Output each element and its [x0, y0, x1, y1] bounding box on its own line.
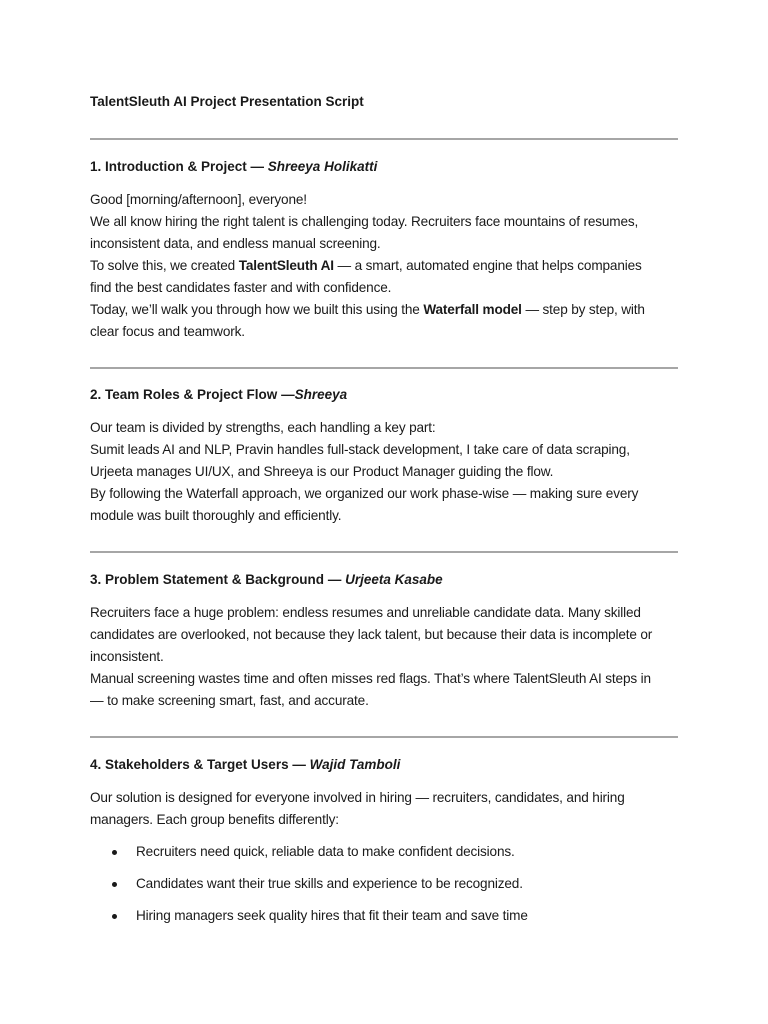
- speaker-name: Urjeeta Kasabe: [345, 572, 443, 587]
- section-heading-text: 4. Stakeholders & Target Users: [90, 757, 289, 772]
- heading-separator: —: [288, 757, 310, 772]
- body-line: inconsistent data, and endless manual screening.: [90, 236, 381, 251]
- body-line: Manual screening wastes time and often misses red flags. That’s where TalentSleuth AI steps in: [90, 671, 651, 686]
- list-item: [112, 873, 672, 905]
- section-divider: [90, 138, 678, 140]
- section-heading: [90, 158, 377, 176]
- section-body: [90, 189, 682, 343]
- body-line: inconsistent.: [90, 649, 164, 664]
- body-line: [90, 299, 682, 321]
- body-text: — step by step, with: [521, 302, 645, 317]
- body-line: By following the Waterfall approach, we organized our work phase-wise — making sure every: [90, 486, 639, 501]
- body-line: Our solution is designed for everyone involved in hiring — recruiters, candidates, and hiring: [90, 790, 625, 805]
- list-item: [112, 841, 672, 873]
- list-item-text: Candidates want their true skills and experience to be recognized.: [136, 876, 523, 891]
- list-item-text: Recruiters need quick, reliable data to make confident decisions.: [136, 844, 515, 859]
- body-line: Recruiters face a huge problem: endless resumes and unreliable candidate data. Many skilled: [90, 605, 641, 620]
- speaker-name: Shreeya Holikatti: [267, 159, 378, 174]
- bold-term: Waterfall model: [423, 302, 522, 317]
- document-title: TalentSleuth AI Project Presentation Script: [90, 94, 364, 109]
- list-item: [112, 905, 672, 937]
- bullet-icon: [112, 914, 117, 919]
- body-line: Our team is divided by strengths, each handling a key part:: [90, 420, 436, 435]
- body-text: — a smart, automated engine that helps companies: [333, 258, 642, 273]
- section-body: [90, 787, 682, 831]
- section-heading-text: 1. Introduction & Project: [90, 159, 247, 174]
- body-line: — to make screening smart, fast, and accurate.: [90, 693, 369, 708]
- section-body: [90, 417, 682, 527]
- body-line: find the best candidates faster and with confidence.: [90, 280, 392, 295]
- body-line: [90, 255, 682, 277]
- section-heading-text: 2. Team Roles & Project Flow: [90, 387, 278, 402]
- body-line: clear focus and teamwork.: [90, 324, 245, 339]
- bold-term: TalentSleuth AI: [238, 258, 334, 273]
- bullet-icon: [112, 850, 117, 855]
- section-divider: [90, 551, 678, 553]
- body-line: Sumit leads AI and NLP, Pravin handles full-stack development, I take care of data scraping,: [90, 442, 630, 457]
- body-line: Urjeeta manages UI/UX, and Shreeya is our Product Manager guiding the flow.: [90, 464, 554, 479]
- heading-separator: —: [324, 572, 346, 587]
- section-body: [90, 602, 682, 712]
- heading-separator: —: [246, 159, 268, 174]
- body-line: module was built thoroughly and efficiently.: [90, 508, 342, 523]
- body-line: We all know hiring the right talent is challenging today. Recruiters face mountains of resumes,: [90, 214, 639, 229]
- section-heading: [90, 571, 443, 589]
- stakeholder-bullet-list: [112, 841, 672, 937]
- bullet-icon: [112, 882, 117, 887]
- body-line: managers. Each group benefits differently:: [90, 812, 339, 827]
- body-line: candidates are overlooked, not because they lack talent, but because their data is incomplete or: [90, 627, 653, 642]
- section-divider: [90, 367, 678, 369]
- heading-separator: —: [277, 387, 295, 402]
- section-heading: [90, 756, 400, 774]
- body-line: Good [morning/afternoon], everyone!: [90, 192, 307, 207]
- speaker-name: Wajid Tamboli: [309, 757, 401, 772]
- section-heading-text: 3. Problem Statement & Background: [90, 572, 325, 587]
- speaker-name: Shreeya: [294, 387, 348, 402]
- body-text: Today, we’ll walk you through how we built this using the: [90, 302, 424, 317]
- section-heading: [90, 386, 347, 404]
- body-text: To solve this, we created: [90, 258, 239, 273]
- list-item-text: Hiring managers seek quality hires that fit their team and save time: [136, 908, 528, 923]
- section-divider: [90, 736, 678, 738]
